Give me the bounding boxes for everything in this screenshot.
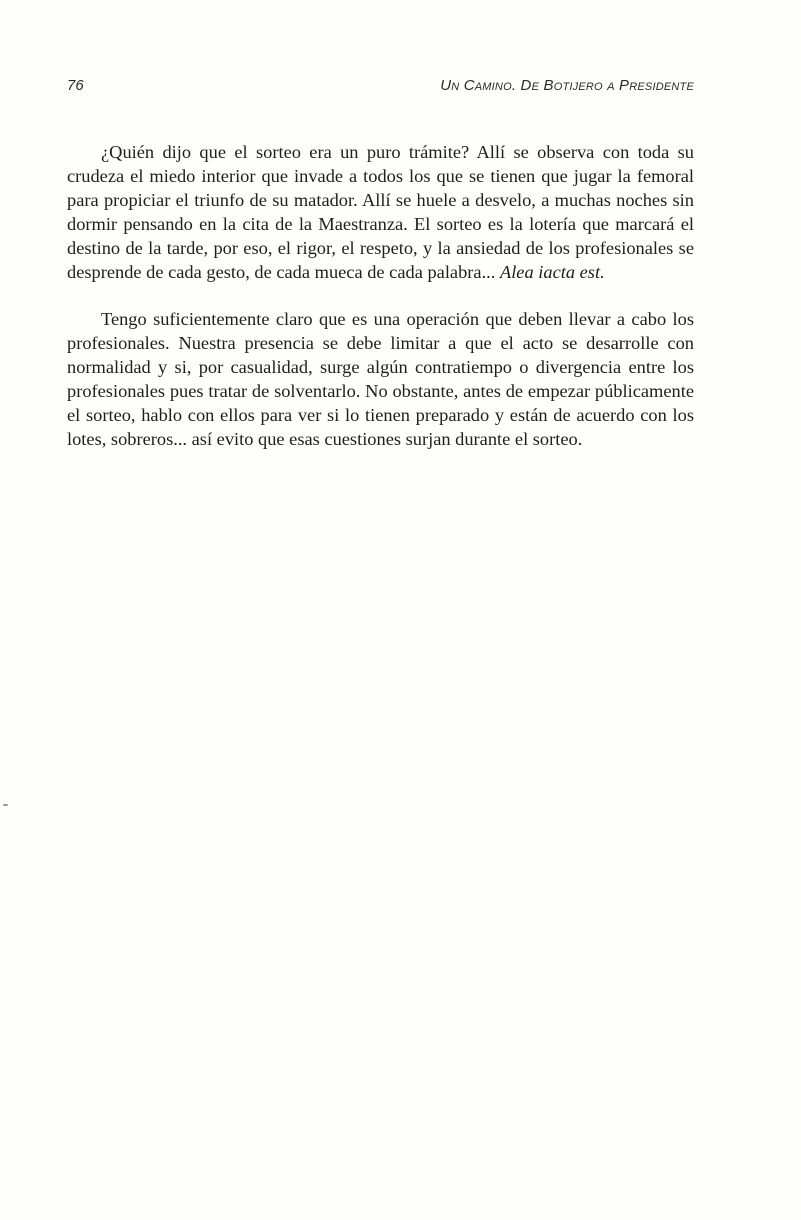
latin-phrase: Alea iacta est. — [499, 261, 605, 282]
book-title: Un Camino. De Botijero a Presidente — [440, 77, 694, 94]
paragraph-2 — [67, 308, 694, 451]
running-head — [67, 77, 694, 99]
paragraph-1 — [67, 141, 694, 284]
paragraph-1-text: ¿Quién dijo que el sorteo era un puro trámite? Allí se observa con toda su crudeza el miedo interior que invade a todos los que se tienen que jugar la femoral para propiciar el triunfo de su matador. Allí se huele a desvelo, a muchas noches sin dormir pensando en la cita de la Maestranza. El sorteo es la lotería que marcará el destino de la tarde, por eso, el rigor, el respeto, y la ansiedad de los profesionales se desprende de cada gesto, de cada mueca de cada palabra... — [67, 142, 694, 282]
paragraph-2-text: Tengo suficientemente claro que es una operación que deben llevar a cabo los profesionales. Nuestra presencia se debe limitar a que el acto se desarrolle con normalidad y si, por casualidad, surge algún contratiempo o divergencia entre los profesionales pues tratar de solventarlo. No obstante, antes de empezar públicamente el sorteo, hablo con ellos para ver si lo tienen preparado y están de acuerdo con los lotes, sobreros... así evito que esas cuestiones surjan durante el sorteo. — [67, 309, 694, 449]
page-number: 76 — [67, 77, 84, 94]
body-text — [67, 141, 694, 476]
margin-speck — [3, 804, 8, 806]
